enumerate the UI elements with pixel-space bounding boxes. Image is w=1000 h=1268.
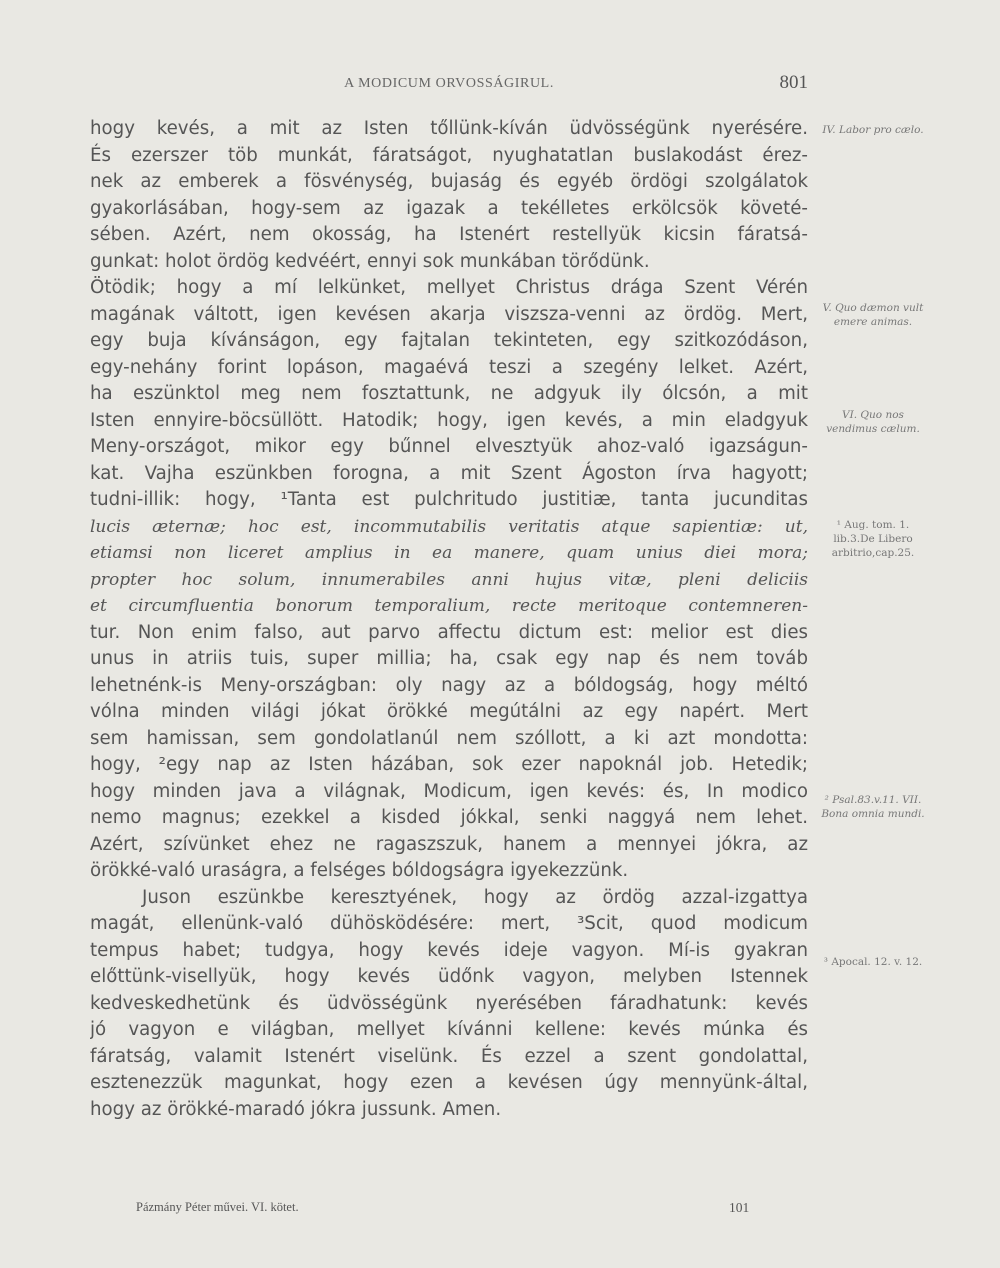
body-line: Juson eszünkbe keresztyének, hogy az ördög azzal-izgattya	[142, 886, 808, 908]
body-line: És ezerszer töb munkát, fáratságot, nyughatatlan buslakodást érez-	[90, 144, 808, 166]
body-line: hogy minden java a világnak, Modicum, igen kevés: és, In modico	[90, 780, 808, 802]
footer-signature: 101	[729, 1200, 750, 1215]
margin-note-daemon: V. Quo dæmon vult emere animas.	[822, 302, 924, 328]
body-line: egy buja kívánságon, egy fajtalan tekinteten, egy szitkozódáson,	[90, 330, 808, 351]
body-line: propter hoc solum, innumerabiles anni hujus vitæ, pleni deliciis	[90, 569, 808, 590]
body-line: lehetnénk-is Meny-országban: oly nagy az a bóldogság, hogy méltó	[90, 674, 808, 696]
body-line: esztenezzük magunkat, hogy ezen a kevésen úgy mennyünk-által,	[90, 1072, 808, 1093]
body-line: nek az emberek a fösvénység, bujaság és egyéb ördögi szolgálatok	[90, 171, 808, 192]
running-title: A MODICUM ORVOSSÁGIRUL.	[344, 76, 554, 91]
body-line: magának váltott, igen kevésen akarja viszsza-venni az ördög. Mert,	[90, 303, 808, 325]
footer-author: Pázmány Péter művei. VI. kötet.	[136, 1200, 299, 1214]
body-text	[90, 116, 808, 1123]
body-line: tudni-illik: hogy, ¹Tanta est pulchritudo justitiæ, tanta jucunditas	[90, 489, 808, 510]
body-line: tempus habet; tudgya, hogy kevés ideje vagyon. Mí-is gyakran	[90, 939, 808, 961]
body-line: nemo magnus; ezekkel a kisded jókkal, senki naggyá nem lehet.	[90, 807, 808, 828]
body-line: előttünk-visellyük, hogy kevés üdőnk vagyon, melyben Istennek	[90, 966, 808, 987]
body-line: gunkat: holot ördög kedvéért, ennyi sok munkában törődünk.	[90, 250, 650, 272]
page-number: 801	[779, 72, 808, 93]
margin-note-psal: ² Psal.83.v.11. VII. Bona omnia mundi.	[821, 794, 925, 820]
body-line: örökké-való uraságra, a felséges bóldogságra igyekezzünk.	[90, 860, 629, 881]
body-line: kedveskedhetünk és üdvösségünk nyerésében fáradhatunk: kevés	[90, 992, 808, 1014]
body-line: kat. Vajha eszünkben forogna, a mit Szent Ágoston írva hagyott;	[90, 462, 808, 484]
body-line: etiamsi non liceret amplius in ea manere, quam unius diei mora;	[90, 543, 808, 563]
body-line: unus in atriis tuis, super millia; ha, csak egy nap és nem továb	[90, 648, 808, 669]
margin-note-vendimus: VI. Quo nos vendimus cælum.	[826, 409, 920, 435]
body-line: Ötödik; hogy a mí lelkünket, mellyet Christus drága Szent Vérén	[90, 277, 808, 298]
body-line: ha eszünktol meg nem fosztattunk, ne adgyuk ily ólcsón, a mit	[90, 383, 808, 404]
body-line: sem hamissan, sem gondolatlanúl nem szóllott, a ki azt mondotta:	[90, 727, 808, 749]
body-line: lucis æternæ; hoc est, incommutabilis veritatis atque sapientiæ: ut,	[90, 516, 808, 537]
page-header	[90, 74, 808, 98]
body-line: sében. Azért, nem okosság, ha Istenért restellyük kicsin fáratsá-	[90, 224, 808, 245]
body-line: hogy kevés, a mit az Isten tőllünk-kíván üdvösségünk nyerésére.	[90, 118, 808, 139]
body-line: et circumfluentia bonorum temporalium, recte meritoque contemneren-	[90, 596, 808, 616]
body-line: Meny-országot, mikor egy bűnnel elvesztyük ahoz-való igazságun-	[90, 436, 808, 457]
body-line: fáratság, valamit Istenért viselünk. És ezzel a szent gondolattal,	[90, 1045, 808, 1067]
margin-note-aug: ¹ Aug. tom. 1. lib.3.De Libero arbitrio,cap.25.	[831, 519, 915, 559]
body-line: hogy, ²egy nap az Isten házában, sok ezer napoknál job. Hetedik;	[90, 754, 808, 775]
body-line: magát, ellenünk-való dühösködésére: mert, ³Scit, quod modicum	[90, 913, 808, 934]
body-line: Isten ennyire-böcsüllött. Hatodik; hogy, igen kevés, a min eladgyuk	[90, 409, 808, 431]
body-line: egy-nehány forint lopáson, magaévá teszi a szegény lelket. Azért,	[90, 356, 808, 378]
body-line: jó vagyon e világban, mellyet kívánni kellene: kevés múnka és	[90, 1019, 808, 1040]
body-line: hogy az örökké-maradó jókra jussunk. Amen.	[90, 1098, 502, 1120]
page-footer	[136, 1198, 756, 1222]
margin-note-apocal: ³ Apocal. 12. v. 12.	[823, 956, 923, 968]
margin-note-labor: IV. Labor pro cælo.	[822, 124, 924, 136]
body-line: tur. Non enim falso, aut parvo affectu dictum est: melior est dies	[90, 621, 808, 643]
body-line: gyakorlásában, hogy-sem az igazak a tekélletes erkölcsök követé-	[90, 197, 808, 219]
body-line: Azért, szívünket ehez ne ragaszszuk, hanem a mennyei jókra, az	[90, 833, 808, 855]
body-line: vólna minden világi jókat örökké megútálni az egy napért. Mert	[90, 701, 808, 722]
